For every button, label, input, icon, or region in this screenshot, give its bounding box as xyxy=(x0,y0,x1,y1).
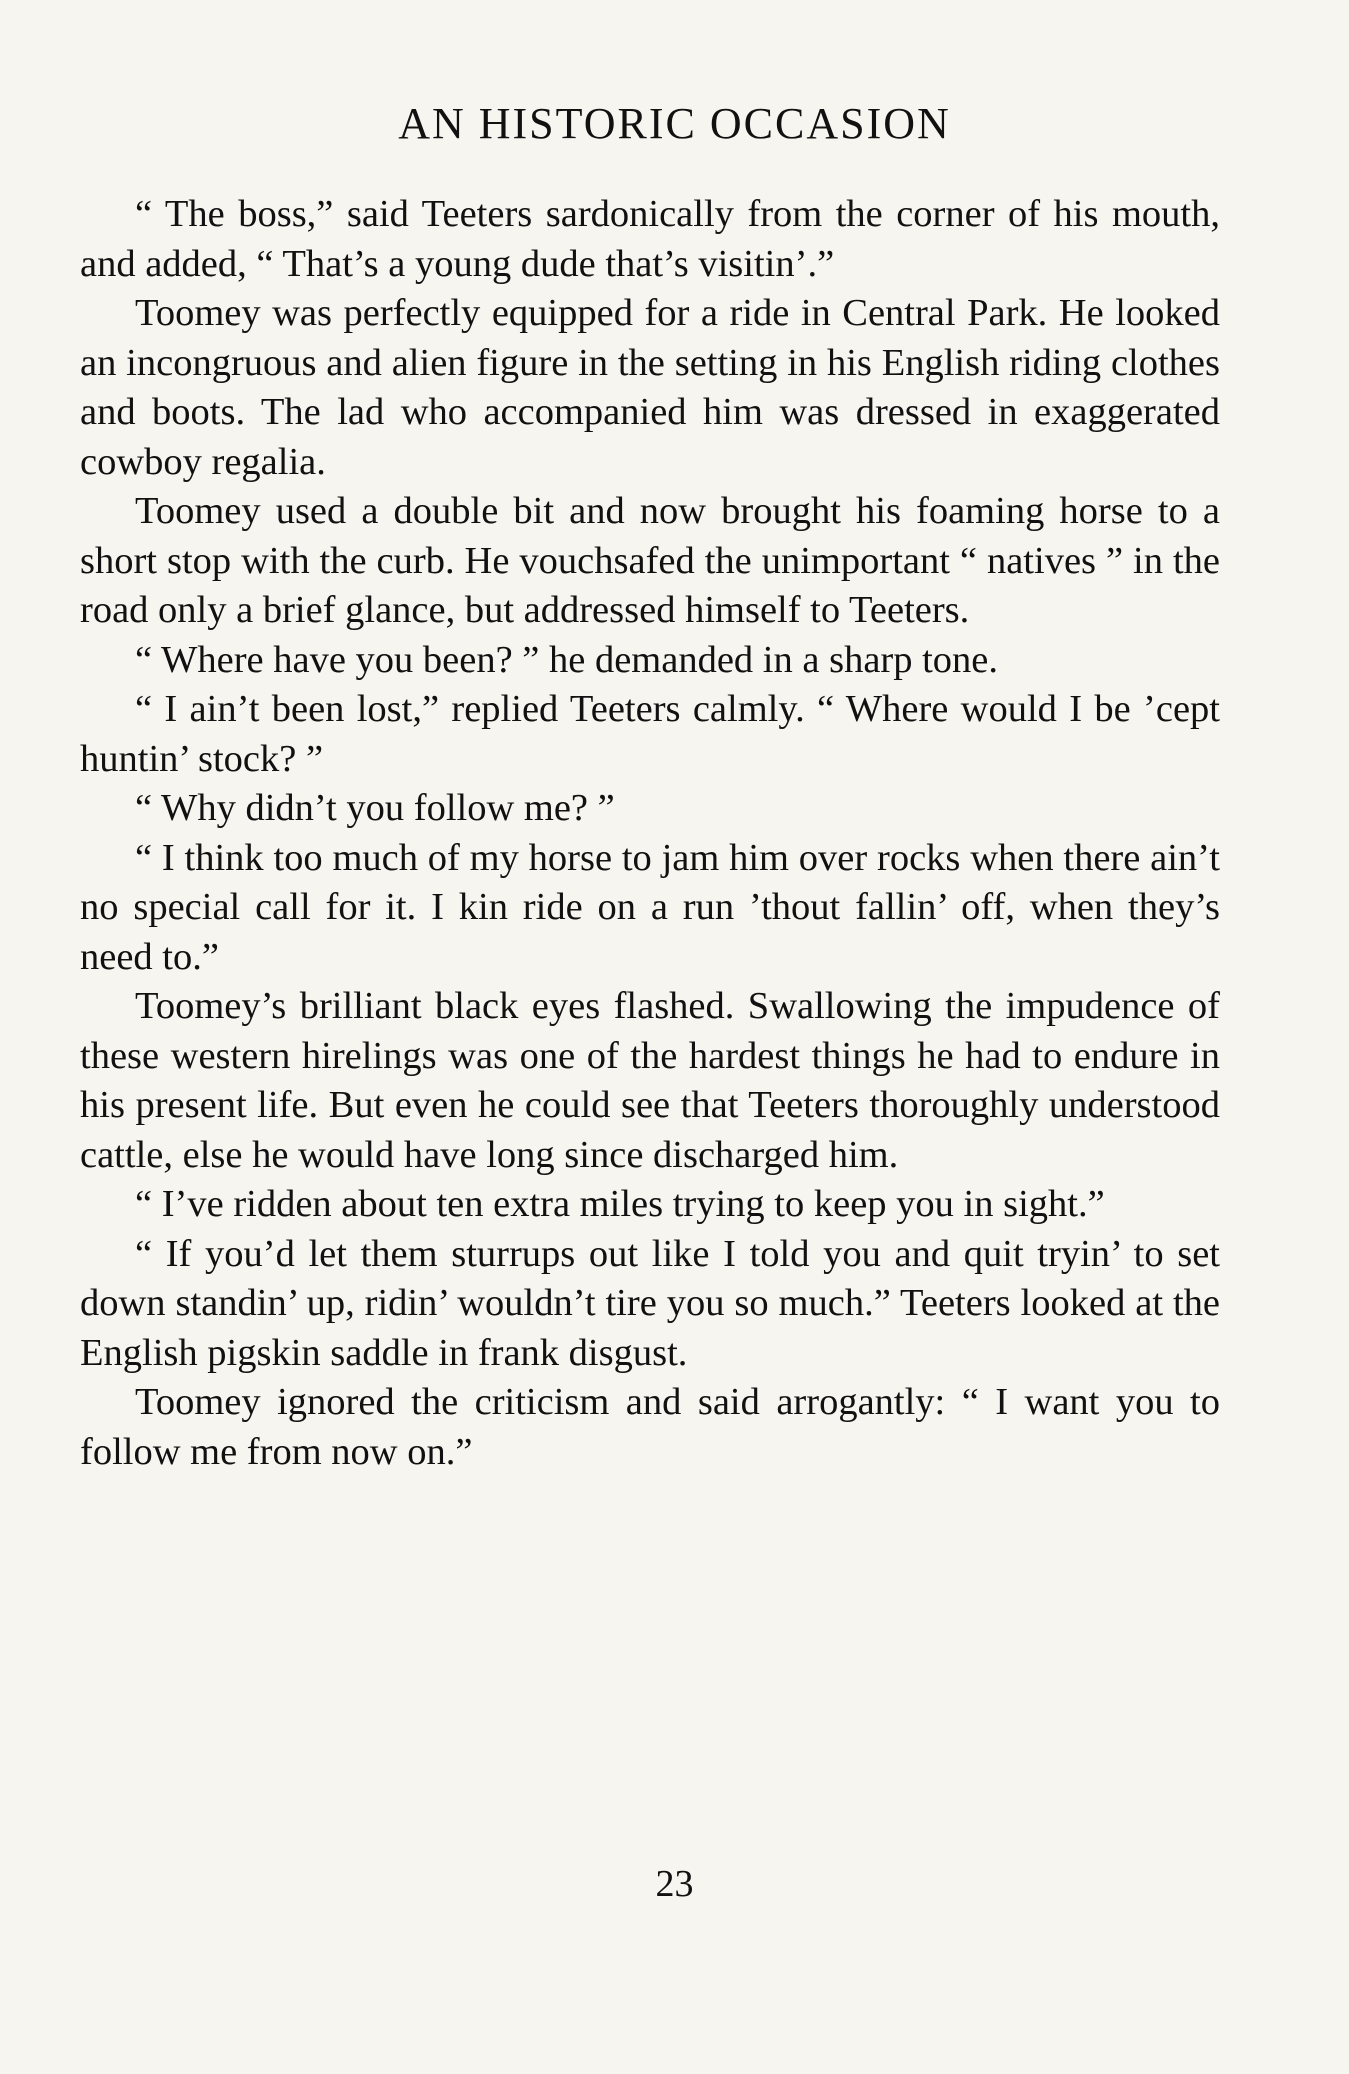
paragraph: “ Why didn’t you follow me? ” xyxy=(135,787,615,829)
paragraph: Toomey ignored the criticism and said arrogantly: “ I want you to follow me from now on.” xyxy=(80,1381,1220,1473)
paragraph: “ The boss,” said Teeters sardonically from the corner of his mouth, and added, “ That’s a young dude that’s visitin’.” xyxy=(80,193,1220,285)
paragraph: “ I think too much of my horse to jam him over rocks when there ain’t no special call for it. I kin ride on a run ’thout fallin’ off, when they’s need to.” xyxy=(80,836,1220,978)
paragraph: “ I ain’t been lost,” replied Teeters calmly. “ Where would I be ’cept huntin’ stock? ” xyxy=(80,688,1220,780)
paragraph: “ Where have you been? ” he demanded in a sharp tone. xyxy=(135,638,999,681)
page-number: 23 xyxy=(655,1863,694,1905)
paragraph: “ I’ve ridden about ten extra miles trying to keep you in sight.” xyxy=(135,1183,1105,1225)
paragraph: Toomey was perfectly equipped for a ride in Central Park. He looked an incongruous and alien figure in the setting in his English riding clothes and boots. The lad who accompanied him was dressed in exaggerated cowboy regalia. xyxy=(80,292,1220,483)
paragraph: Toomey’s brilliant black eyes flashed. Swallowing the impudence of these western hirelings was one of the hardest things he had to endure in his present life. But even he could see that Teeters thoroughly understood cattle, else he would have long since discharged him. xyxy=(80,985,1220,1176)
paragraph: Toomey used a double bit and now brought his foaming horse to a short stop with the curb. He vouchsafed the unimportant “ natives ” in the road only a brief glance, but addressed himself to Teeters. xyxy=(80,490,1220,631)
body-text xyxy=(80,190,1220,1477)
running-head: AN HISTORIC OCCASION xyxy=(398,99,951,148)
paragraph: “ If you’d let them sturrups out like I told you and quit tryin’ to set down standin’ up, ridin’ wouldn’t tire you so much.” Teeters looked at the English pigskin saddle in frank disgust. xyxy=(80,1232,1220,1374)
